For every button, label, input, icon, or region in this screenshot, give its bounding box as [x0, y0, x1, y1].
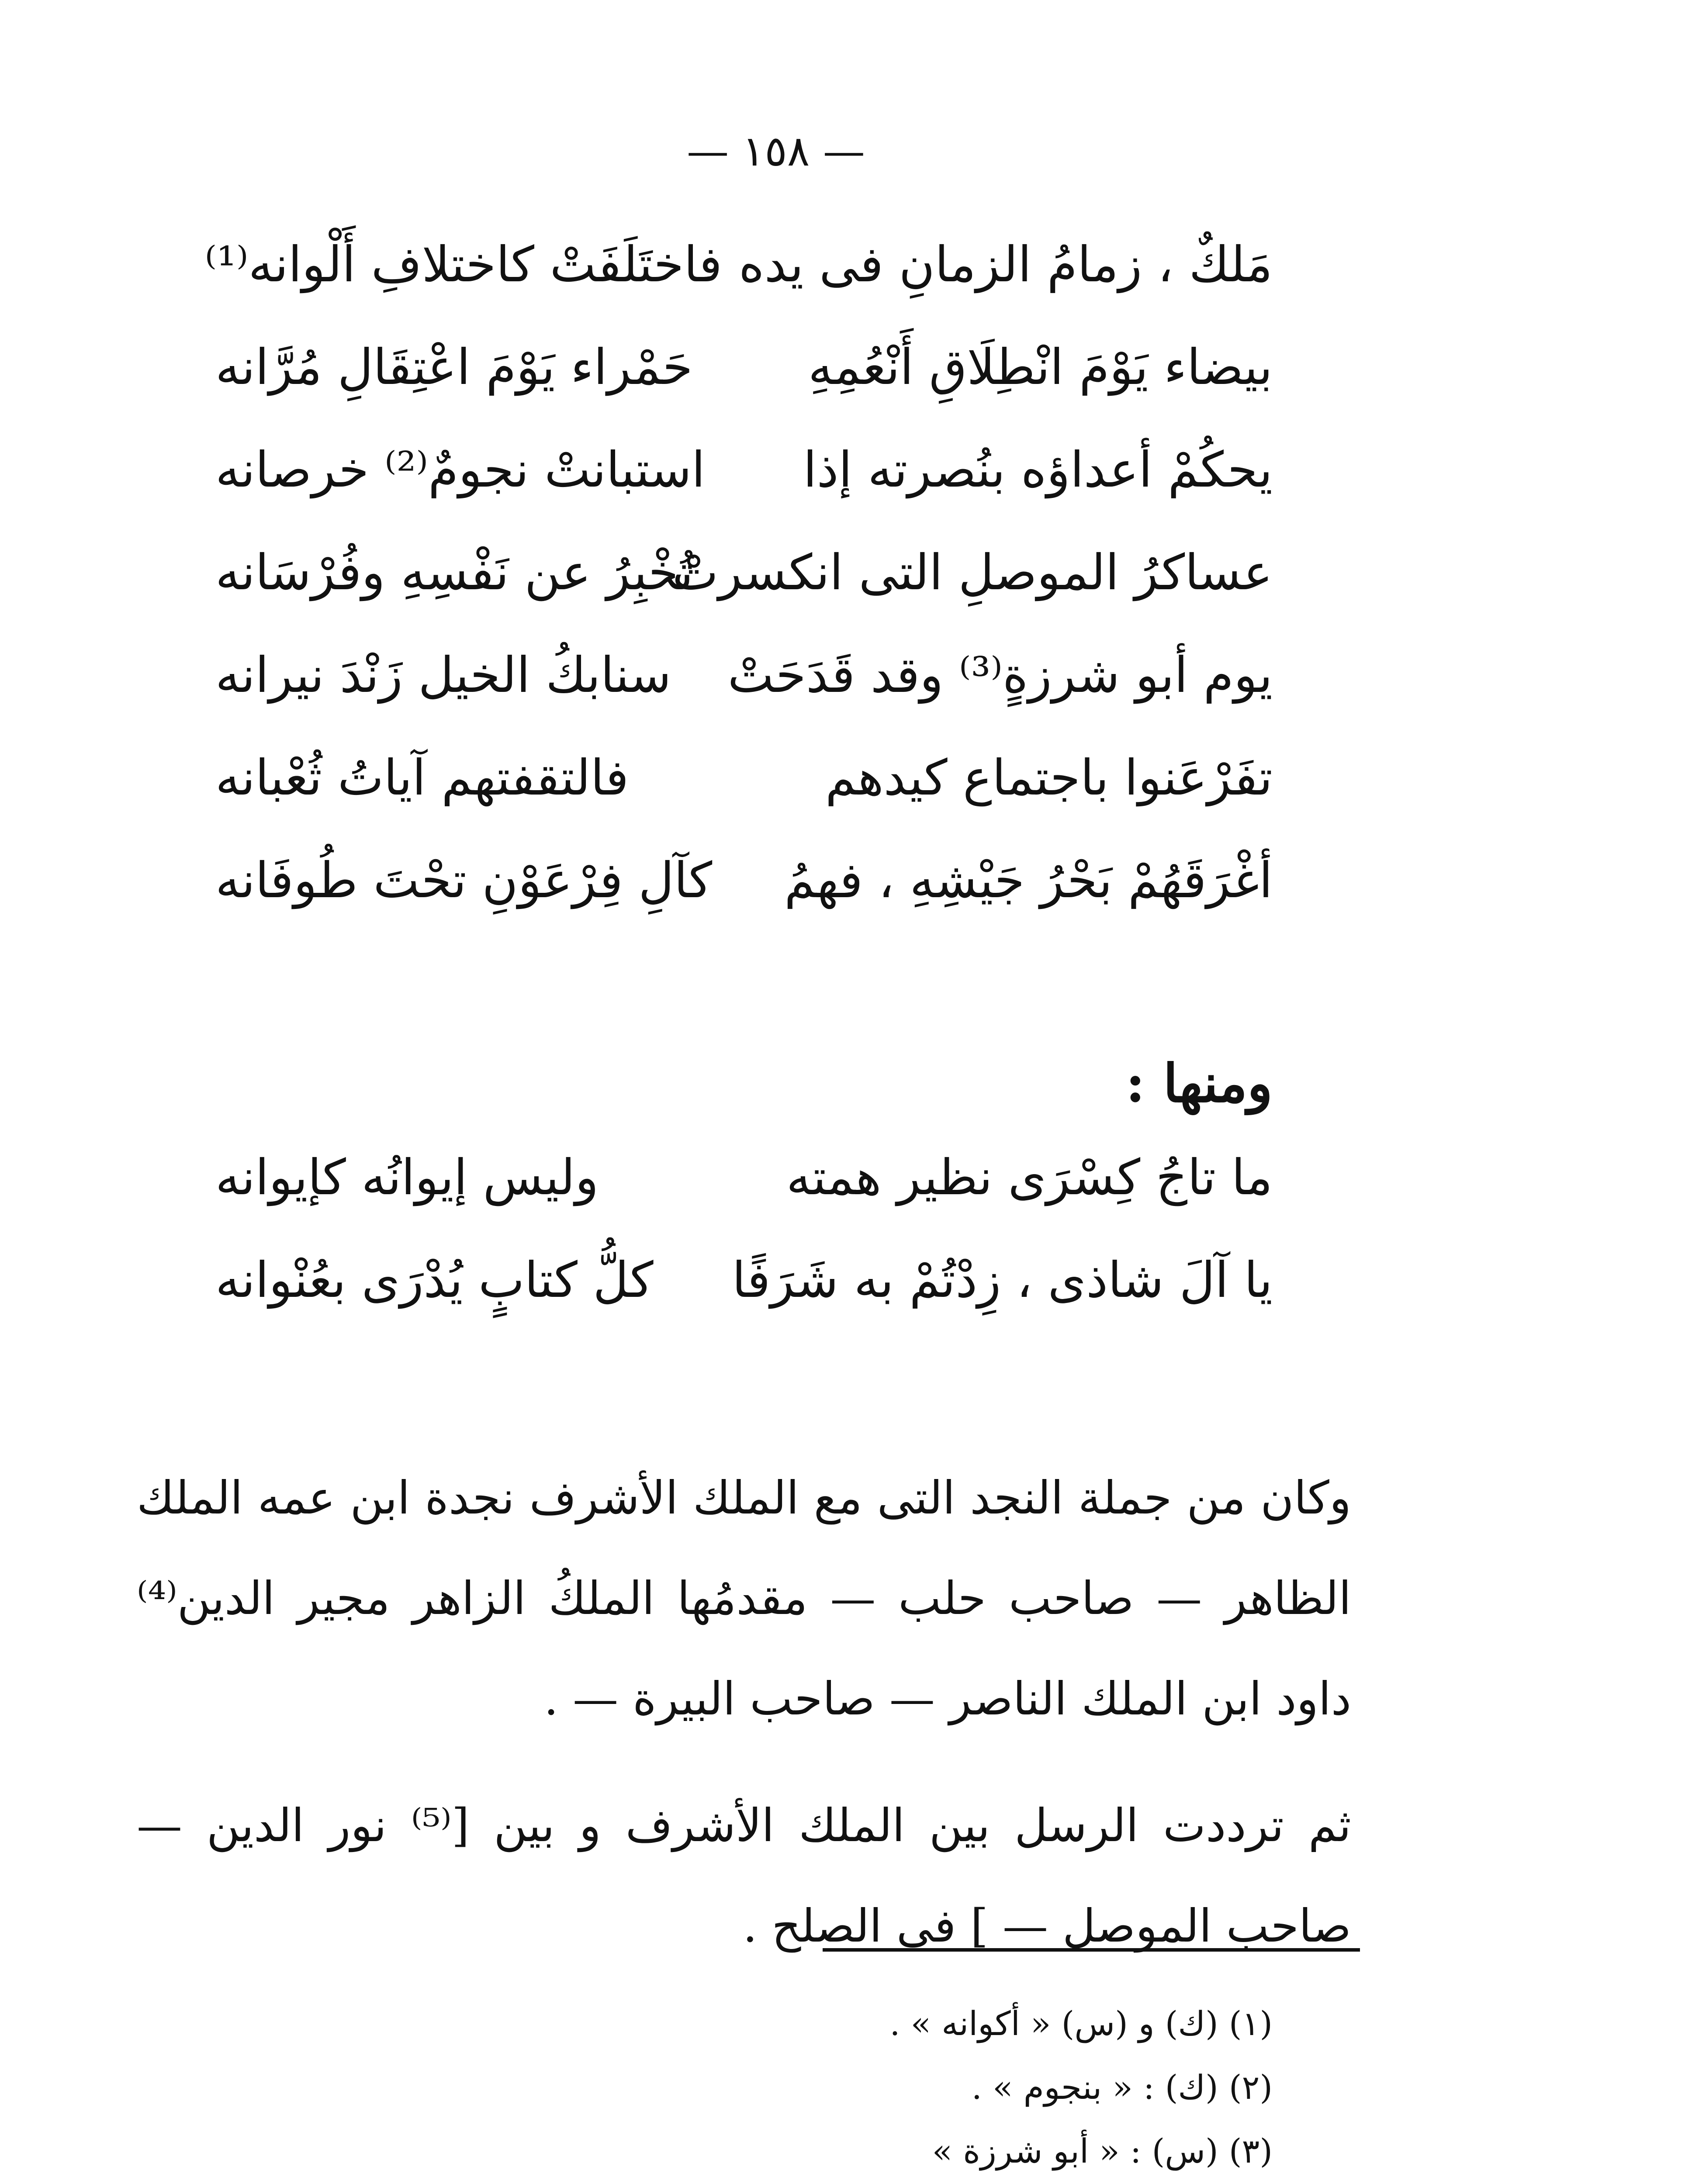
verse-line: [215, 442, 1273, 548]
verse-first-hemistich: يوم أبو شرزةٍ⁽³⁾ وقد قَدَحَتْ: [727, 647, 1273, 704]
verse-second-hemistich: تُخْبِرُ عن نَفْسِهِ وفُرْسَانه: [215, 544, 694, 601]
verse-first-hemistich: عساكرُ الموصلِ التى انكسرتْ: [672, 544, 1273, 601]
verse-second-hemistich: كآلِ فِرْعَوْنِ تحْتَ طُوفَانه: [215, 852, 713, 909]
verse-line: [215, 750, 1273, 856]
section-label: ومنها :: [1125, 1053, 1273, 1114]
verse-line: [215, 1149, 1273, 1256]
verse-second-hemistich: حَمْراء يَوْمَ اعْتِقَالِ مُرَّانه: [215, 339, 693, 396]
verse-second-hemistich: فالتقفتهم آياتُ ثُعْبانه: [215, 750, 629, 806]
poem-block-1: [204, 236, 1273, 959]
verse-line: [215, 852, 1273, 959]
prose-paragraph: ثم ترددت الرسل بين الملك الأشرف و بين [⁽⁵⁾ نور الدين — صاحب الموصل — ] فى الصلح .: [137, 1799, 1352, 1952]
footnote-item: (١) (ك) و (س) « أكوانه » .: [889, 2004, 1273, 2043]
page-number: — ١٥٨ —: [687, 127, 865, 176]
verse-second-hemistich: كلُّ كتابٍ يُدْرَى بعُنْوانه: [215, 1252, 654, 1309]
verse-first-hemistich: مَلكٌ ، زمامُ الزمانِ فى يده: [738, 236, 1273, 293]
footnotes: [399, 1992, 1273, 2184]
verse-line: [215, 1252, 1273, 1358]
verse-line: [204, 236, 1273, 343]
verse-first-hemistich: بيضاء يَوْمَ انْطِلَاقِ أَنْعُمِهِ: [808, 339, 1273, 396]
verse-first-hemistich: ما تاجُ كِسْرَى نظير همته: [786, 1149, 1273, 1206]
verse-second-hemistich: استبانتْ نجومٌ⁽²⁾ خرصانه: [215, 442, 706, 498]
poem-block-2: [215, 1149, 1273, 1358]
verse-second-hemistich: فاختَلَفَتْ كاختلافِ أَلْوانه⁽¹⁾: [204, 236, 722, 293]
footnote-item: (٣) (س) : « أبو شرزة »: [932, 2132, 1273, 2170]
footnote-item: (٢) (ك) : « بنجوم » .: [971, 2068, 1273, 2107]
verse-line: [215, 647, 1273, 753]
verse-second-hemistich: سنابكُ الخيل زَنْدَ نيرانه: [215, 647, 671, 704]
verse-line: [215, 544, 1273, 651]
prose-paragraph: وكان من جملة النجد التى مع الملك الأشرف نجدة ابن عمه الملك الظاهر — صاحب حلب — مقدمُها الملكُ الزاهر مجير الدين⁽⁴⁾ داود ابن الملك الناصر — صاحب البيرة — .: [137, 1471, 1352, 1725]
verse-first-hemistich: تفَرْعَنوا باجتماع كيدهم: [825, 750, 1273, 806]
verse-line: [215, 339, 1273, 446]
verse-first-hemistich: أغْرَقَهُمْ بَحْرُ جَيْشِهِ ، فهمُ: [784, 852, 1273, 909]
verse-first-hemistich: يا آلَ شاذى ، زِدْتُمْ به شَرَفًا: [732, 1252, 1273, 1309]
footnote-separator: [823, 1948, 1360, 1952]
verse-second-hemistich: وليس إيوانُه كإيوانه: [215, 1149, 599, 1206]
verse-first-hemistich: يحكُمْ أعداؤه بنُصرته إذا: [803, 442, 1273, 498]
